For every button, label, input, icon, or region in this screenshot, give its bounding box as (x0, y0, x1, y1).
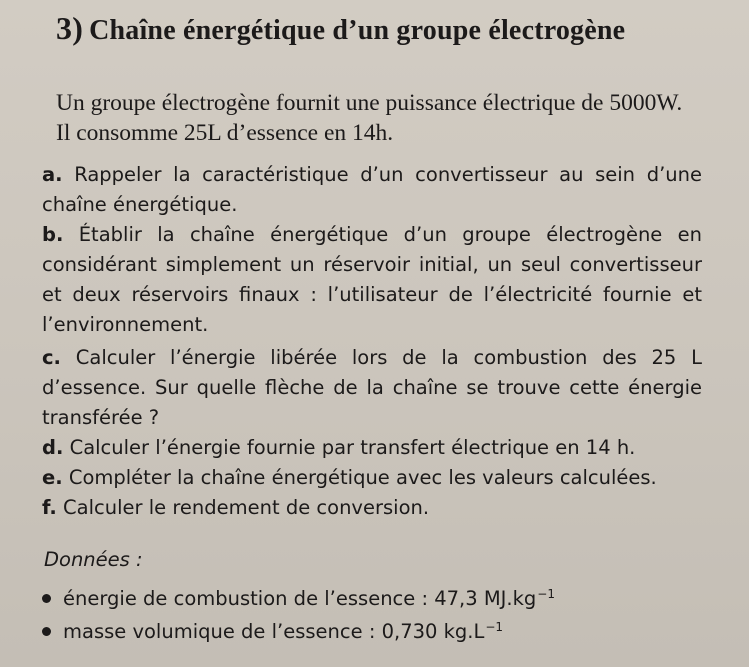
data-heading: Données : (44, 548, 143, 571)
data-item-exponent: −1 (537, 587, 555, 601)
data-item-text: énergie de combustion de l’essence : 47,3 MJ.kg (63, 587, 537, 610)
question-f (42, 493, 702, 523)
exercise-number: 3) (56, 10, 84, 46)
question-letter: b. (42, 223, 64, 246)
question-text: Compléter la chaîne énergétique avec les valeurs calculées. (68, 466, 657, 489)
bullet-icon (42, 627, 51, 636)
data-item-text: masse volumique de l’essence : 0,730 kg.L (63, 620, 485, 643)
question-text: Établir la chaîne énergétique d’un groupe électrogène en considérant simplement un réservoir initial, un seul convertisseur et deux réservoirs finaux : l’utilisateur de l’électricité fournie et l’environnement. (42, 223, 703, 336)
bullet-icon (42, 594, 51, 603)
question-a (42, 160, 702, 220)
question-letter: c. (42, 346, 61, 369)
question-c (42, 343, 702, 433)
question-letter: f. (42, 496, 57, 519)
question-letter: a. (42, 163, 63, 186)
exercise-title (56, 10, 625, 47)
question-list (42, 160, 702, 523)
question-d (42, 433, 702, 463)
question-letter: d. (42, 436, 64, 459)
question-b (42, 220, 702, 340)
exercise-title-text: Chaîne énergétique d’un groupe électrogène (89, 15, 626, 46)
data-list (42, 582, 555, 648)
question-text: Rappeler la caractéristique d’un convertisseur au sein d’une chaîne énergétique. (42, 163, 702, 216)
exercise-intro: Un groupe électrogène fournit une puissance électrique de 5000W. Il consomme 25L d’essence en 14h. (56, 90, 683, 146)
question-text: Calculer le rendement de conversion. (63, 496, 430, 519)
question-e (42, 463, 702, 493)
question-letter: e. (42, 466, 63, 489)
data-item-combustion-energy (42, 582, 555, 615)
data-item-density (42, 615, 555, 648)
question-text: Calculer l’énergie fournie par transfert électrique en 14 h. (69, 436, 636, 459)
data-item-exponent: −1 (485, 620, 504, 634)
question-text: Calculer l’énergie libérée lors de la combustion des 25 L d’essence. Sur quelle flèche de la chaîne se trouve cette énergie transférée ? (42, 346, 702, 429)
